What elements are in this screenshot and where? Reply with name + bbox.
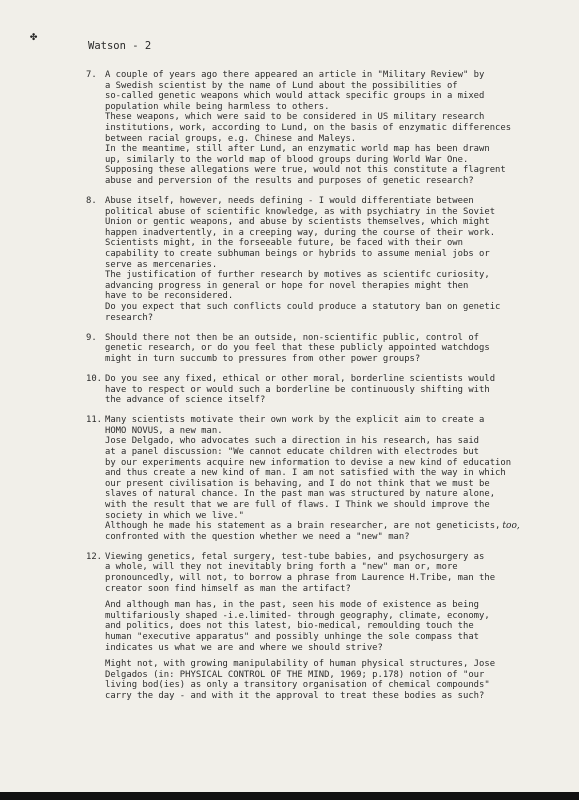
line-text: confronted with the question whether we need a "new" man?: [105, 531, 410, 542]
question-number: 7.: [86, 70, 97, 80]
text-line: [105, 511, 556, 522]
line-text: Supposing these allegations were true, would not this constitute a flagrent: [105, 165, 506, 176]
line-text: happen inadvertently, in a creeping way, during the course of their work.: [105, 227, 496, 238]
text-line: [105, 207, 556, 218]
text-line: [105, 447, 556, 458]
question-text: [105, 70, 556, 187]
line-text: pronouncedly, will not, to borrow a phrase from Laurence H.Tribe, man the: [105, 573, 496, 584]
text-line: [105, 489, 556, 500]
line-text: Viewing genetics, fetal surgery, test-tube babies, and psychosurgery as: [105, 551, 485, 562]
line-text: might in turn succumb to pressures from other power groups?: [105, 353, 421, 364]
text-line: [105, 165, 556, 176]
line-text: abuse and perversion of the results and purposes of genetic research?: [105, 175, 474, 186]
line-text: These weapons, which were said to be considered in US military research: [105, 112, 485, 123]
question-item: [86, 333, 556, 365]
text-line: [105, 415, 556, 426]
line-text: a whole, will they not inevitably bring forth a "new" man or, more: [105, 562, 458, 573]
line-text: Union or gentic weapons, and abuse by scientists themselves, which might: [105, 217, 490, 228]
document-body: [86, 70, 556, 711]
text-line: [105, 691, 556, 702]
text-line: [105, 343, 556, 354]
line-text: have to respect or would such a borderline be continuously shifting with: [105, 384, 490, 395]
line-text: political abuse of scientific knowledge, as with psychiatry in the Soviet: [105, 206, 496, 217]
text-line: [105, 249, 556, 260]
line-text: Although he made his statement as a brain researcher, are not geneticists,: [105, 521, 501, 532]
question-number: 12.: [86, 551, 103, 562]
text-line: [105, 81, 556, 92]
text-line: [105, 228, 556, 239]
text-line: [105, 260, 556, 271]
line-text: Jose Delgado, who advocates such a direction in his research, has said: [105, 436, 480, 447]
text-line: [105, 468, 556, 479]
text-line: [105, 562, 556, 573]
text-line: [105, 385, 556, 396]
text-line: [105, 91, 556, 102]
line-text: creator soon find himself as man the artifact?: [105, 583, 351, 594]
line-text: with the result that we are full of flaws. I Think we should improve the: [105, 499, 490, 510]
line-text: And although man has, in the past, seen his mode of existence as being: [105, 600, 480, 611]
line-text: genetic research, or do you feel that these publicly appointed watchdogs: [105, 343, 490, 354]
line-text: society in which we live.": [105, 510, 244, 521]
text-line: [105, 238, 556, 249]
line-text: Should there not then be an outside, non-scientific public, control of: [105, 332, 480, 343]
question-item: [86, 552, 556, 702]
text-line: [105, 176, 556, 187]
line-text: living bod(ies) as only a transitory organisation of chemical compounds": [105, 680, 490, 691]
line-text: In the meantime, still after Lund, an enzymatic world map has been drawn: [105, 144, 490, 155]
text-line: [105, 436, 556, 447]
text-line: [105, 584, 556, 595]
text-line: [105, 102, 556, 113]
text-line: [105, 479, 556, 490]
line-text: carry the day - and with it the approval to treat these bodies as such?: [105, 690, 485, 701]
line-text: up, similarly to the world map of blood groups during World War One.: [105, 154, 469, 165]
line-text: Scientists might, in the forseeable future, be faced with their own: [105, 238, 463, 249]
text-line: [105, 374, 556, 385]
line-text: HOMO NOVUS, a new man.: [105, 425, 223, 436]
line-text: our present civilisation is behaving, and I do not think that we must be: [105, 478, 490, 489]
text-line: [105, 155, 556, 166]
text-line: [105, 395, 556, 406]
text-line: [105, 291, 556, 302]
line-text: advancing progress in general or hope for novel therapies might then: [105, 280, 469, 291]
text-line: [105, 313, 556, 324]
line-text: human "executive apparatus" and possibly unhinge the sole compass that: [105, 632, 480, 642]
handwritten-annotation: too,: [502, 521, 520, 532]
line-text: and politics, does not this latest, bio-medical, remoulding touch the: [105, 621, 474, 632]
question-number: 9.: [86, 332, 97, 343]
text-line: [105, 532, 556, 543]
page-header: Watson - 2: [88, 40, 152, 52]
text-line: [105, 270, 556, 281]
question-number: 8.: [86, 196, 97, 207]
line-text: The justification of further research by motives as scientifc curiosity,: [105, 270, 490, 281]
line-text: indicates us what we are and where we should strive?: [105, 642, 383, 653]
question-text: [105, 196, 556, 323]
line-text: Do you see any fixed, ethical or other moral, borderline scientists would: [105, 373, 496, 384]
line-text: Delgados (in: PHYSICAL CONTROL OF THE MIND, 1969; p.178) notion of "our: [105, 669, 485, 680]
question-item: [86, 70, 556, 187]
line-text: and thus create a new kind of man. I am not satisfied with the way in which: [105, 468, 506, 479]
question-number: 10.: [86, 373, 103, 384]
line-text: institutions, work, according to Lund, on the basis of enzymatic differences: [105, 122, 512, 133]
text-line: [105, 302, 556, 313]
text-line: [105, 500, 556, 511]
text-line: [105, 643, 556, 654]
text-line: [105, 144, 556, 155]
text-line: [105, 670, 556, 681]
line-text: Abuse itself, however, needs defining - I would differentiate between: [105, 196, 474, 207]
text-line: [105, 123, 556, 134]
text-line: [105, 621, 556, 632]
text-line: [105, 426, 556, 437]
text-line: [105, 333, 556, 344]
line-text: have to be reconsidered.: [105, 291, 234, 302]
line-text: research?: [105, 312, 154, 323]
text-line: [105, 611, 556, 622]
question-number: 11.: [86, 415, 103, 426]
line-text: serve as mercenaries.: [105, 259, 218, 270]
line-text: Might not, with growing manipulability of human physical structures, Jose: [105, 659, 496, 670]
question-text: [105, 552, 556, 702]
question-text: [105, 374, 556, 406]
text-line: [105, 573, 556, 584]
text-line: [105, 680, 556, 691]
line-text: Do you expect that such conflicts could produce a statutory ban on genetic: [105, 301, 501, 312]
line-text: by our experiments acquire new information to devise a new kind of education: [105, 457, 512, 468]
page-corner-mark: ✤: [30, 29, 38, 43]
scan-bottom-edge: [0, 792, 579, 800]
text-line: [105, 196, 556, 207]
line-text: so-called genetic weapons which would attack specific groups in a mixed: [105, 91, 485, 102]
line-text: the advance of science itself?: [105, 395, 266, 406]
text-line: [105, 600, 556, 611]
text-line: [105, 70, 556, 81]
line-text: slaves of natural chance. In the past man was structured by nature alone,: [105, 489, 496, 500]
question-item: [86, 374, 556, 406]
line-text: population while being harmless to others.: [105, 101, 330, 112]
line-text: Many scientists motivate their own work by the explicit aim to create a: [105, 415, 485, 426]
line-text: at a panel discussion: "We cannot educate children with electrodes but: [105, 447, 480, 457]
text-line: [105, 354, 556, 365]
line-text: a Swedish scientist by the name of Lund about the possibilities of: [105, 80, 458, 91]
question-text: [105, 333, 556, 365]
text-line: [105, 552, 556, 563]
line-text: A couple of years ago there appeared an article in "Military Review" by: [105, 70, 485, 80]
text-line: [105, 521, 556, 532]
question-item: [86, 415, 556, 542]
line-text: between racial groups, e.g. Chinese and Maleys.: [105, 133, 357, 144]
line-text: capability to create subhuman beings or hybrids to assume menial jobs or: [105, 249, 490, 259]
question-item: [86, 196, 556, 323]
text-line: [105, 134, 556, 145]
text-line: [105, 458, 556, 469]
line-text: multifariously shaped -i.e.limited- through geography, climate, economy,: [105, 610, 490, 621]
text-line: [105, 281, 556, 292]
text-line: [105, 217, 556, 228]
text-line: [105, 659, 556, 670]
text-line: [105, 632, 556, 643]
text-line: [105, 112, 556, 123]
question-text: [105, 415, 556, 542]
